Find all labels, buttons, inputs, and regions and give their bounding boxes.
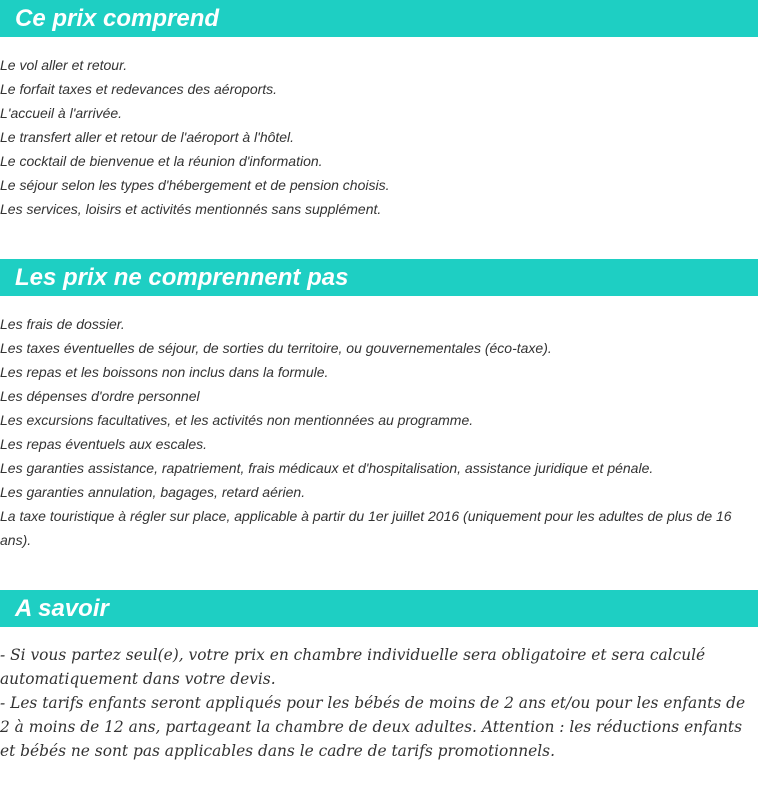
section-title-good-to-know: A savoir <box>0 590 758 627</box>
list-item: Les repas éventuels aux escales. <box>0 436 208 452</box>
list-item: Le cocktail de bienvenue et la réunion d'information. <box>0 153 323 169</box>
section-price-excludes <box>0 259 758 552</box>
note-paragraph: - Les tarifs enfants seront appliqués pour les bébés de moins de 2 ans et/ou pour les enfants de 2 à moins de 12 ans, partageant la chambre de deux adultes. Attention : les réductions enfants et bébés ne sont pas applicables dans le cadre de tarifs promotionnels. <box>0 694 746 760</box>
list-item: Le vol aller et retour. <box>0 57 128 73</box>
list-item: Les excursions facultatives, et les activités non mentionnées au programme. <box>0 412 474 428</box>
section-title-price-excludes: Les prix ne comprennent pas <box>0 259 758 296</box>
list-item: L'accueil à l'arrivée. <box>0 105 123 121</box>
list-item: Les frais de dossier. <box>0 316 125 332</box>
list-item: Le séjour selon les types d'hébergement et de pension choisis. <box>0 177 390 193</box>
section-price-includes <box>0 0 758 221</box>
notes-block <box>0 643 758 763</box>
list-item: Les repas et les boissons non inclus dans la formule. <box>0 364 329 380</box>
section-title-price-includes: Ce prix comprend <box>0 0 758 37</box>
list-item: Les dépenses d'ordre personnel <box>0 388 200 404</box>
list-item: Le forfait taxes et redevances des aéroports. <box>0 81 278 97</box>
list-item: Les garanties assistance, rapatriement, frais médicaux et d'hospitalisation, assistance juridique et pénale. <box>0 460 654 476</box>
note-paragraph: - Si vous partez seul(e), votre prix en chambre individuelle sera obligatoire et sera calculé automatiquement dans votre devis. <box>0 646 706 688</box>
list-item: Le transfert aller et retour de l'aéroport à l'hôtel. <box>0 129 295 145</box>
excluded-list <box>0 312 758 552</box>
included-list <box>0 53 758 221</box>
list-item: Les garanties annulation, bagages, retard aérien. <box>0 484 306 500</box>
section-good-to-know <box>0 590 758 763</box>
list-item: La taxe touristique à régler sur place, applicable à partir du 1er juillet 2016 (uniquement pour les adultes de plus de 16 ans). <box>0 508 732 548</box>
list-item: Les taxes éventuelles de séjour, de sorties du territoire, ou gouvernementales (éco-taxe). <box>0 340 552 356</box>
list-item: Les services, loisirs et activités mentionnés sans supplément. <box>0 201 382 217</box>
